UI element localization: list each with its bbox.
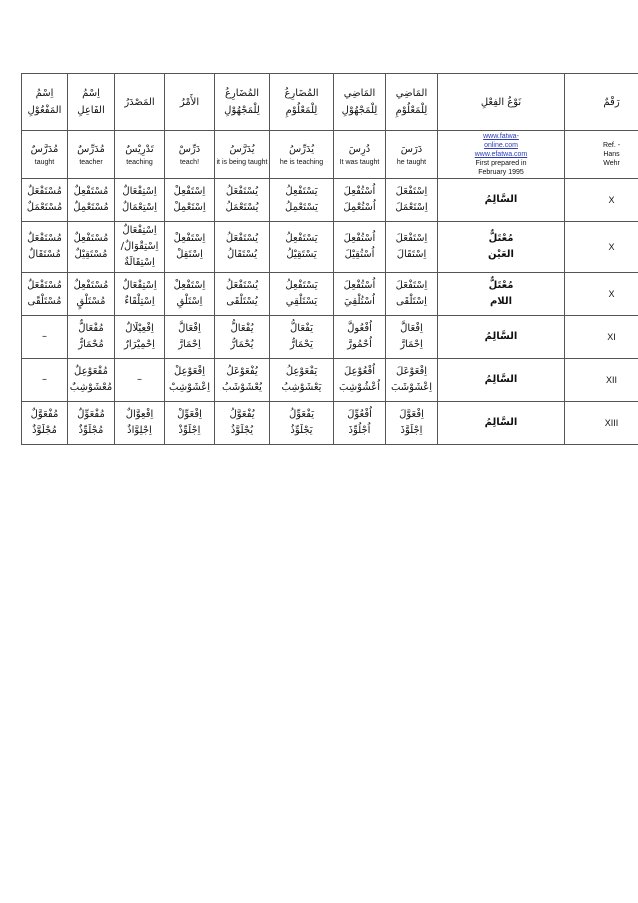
verb-pattern: اُسْتُفْعِلَ <box>343 186 376 197</box>
model-english: taught <box>34 159 55 166</box>
verb-cell <box>334 179 386 222</box>
verb-example: مُجْلَوِّذٌ <box>78 425 104 436</box>
verb-pattern: مُفْعَالٌّ <box>78 323 104 334</box>
source-link: www.efatwa.com <box>474 151 528 158</box>
verb-cell <box>215 222 270 273</box>
model-arabic: يُدَرِّسُ <box>288 144 315 155</box>
verb-pattern: يُسْتَفْعَلُ <box>225 280 259 291</box>
header-line: الأَمْرُ <box>179 96 200 108</box>
model-cell <box>115 131 165 179</box>
verb-type-sub: اللام <box>489 296 513 307</box>
verb-cell <box>386 359 438 402</box>
verb-cell <box>334 402 386 445</box>
verb-example: اُعْشُوْشِبَ <box>338 382 381 393</box>
verb-pattern: اِسْتَفْعِلْ <box>173 186 206 197</box>
verb-pattern: اِسْتَفْعَلَ <box>395 233 428 244</box>
verb-cell <box>68 273 115 316</box>
verb-cell <box>270 359 334 402</box>
verb-cell <box>22 273 68 316</box>
source-link: www.fatwa- <box>483 133 519 140</box>
verb-pattern: مُسْتَفْعَلٌ <box>27 280 62 291</box>
model-arabic: دُرِسَ <box>348 144 371 155</box>
source-link: online.com <box>484 142 518 149</box>
verb-example: يُحْمَارُّ <box>230 339 254 350</box>
header-cell <box>165 74 215 131</box>
verb-cell <box>68 402 115 445</box>
header-line: الفَاعِلِ <box>77 105 105 116</box>
verb-type: السَّالِمُ <box>484 331 518 342</box>
verb-cell <box>215 179 270 222</box>
verb-type-cell <box>438 179 565 222</box>
verb-example: يَسْتَقِيْلُ <box>286 249 317 260</box>
model-english: teacher <box>79 159 103 166</box>
header-cell <box>215 74 270 131</box>
header-cell <box>565 74 638 131</box>
verb-cell <box>68 316 115 359</box>
verb-example: مُسْتَلْقًى <box>27 296 62 307</box>
verb-pattern: اِفْعَالَّ <box>178 323 201 334</box>
verb-type-sub: العَيْن <box>488 249 514 260</box>
verb-example: اِحْمَارَّ <box>400 339 423 350</box>
form-number-cell: X <box>565 222 638 273</box>
verb-pattern: يَفْعَوِّلُ <box>288 409 315 420</box>
header-cell <box>270 74 334 131</box>
header-line: المُضَارِعُ <box>224 88 260 99</box>
header-line: المُضَارِعُ <box>284 88 319 99</box>
verb-cell <box>68 222 115 273</box>
verb-pattern: يَفْعَالُّ <box>290 323 313 334</box>
verb-example: مُسْتَعْمِلٌ <box>73 202 109 213</box>
verb-pattern: اِفْعِيْلَالٌ <box>125 323 154 334</box>
verb-example: يَسْتَلْقِي <box>285 296 318 307</box>
verb-pattern: يُفْعَوْعَلُ <box>226 366 258 377</box>
verb-example: يُعْشَوْشَبُ <box>222 382 262 393</box>
verb-pattern: يَسْتَفْعِلُ <box>285 280 318 291</box>
header-line: المَاضِي <box>343 88 376 99</box>
verb-pattern: اِفْعَالَّ <box>400 323 423 334</box>
model-arabic: مُدَرَّسٌ <box>30 144 59 155</box>
form-number-cell: XII <box>565 359 638 402</box>
source-cell <box>438 131 565 179</box>
table-row <box>22 273 638 316</box>
verb-pattern: مُفْعَوْعِلٌ <box>74 366 108 377</box>
model-arabic: دَرَسَ <box>400 144 423 155</box>
verb-pattern: اُفْعُولَّ <box>347 323 372 334</box>
verb-pattern: مُسْتَفْعِلٌ <box>73 186 109 197</box>
verb-type: مُعْتَلٌّ <box>488 280 514 291</box>
verb-cell <box>115 359 165 402</box>
verb-example: اُسْتُلْقِيَ <box>344 296 375 307</box>
verb-cell <box>270 316 334 359</box>
verb-pattern: اِسْتِفْعَالٌ <box>122 225 157 236</box>
verb-example: يَسْتَعْمِلُ <box>285 202 318 213</box>
verb-cell <box>165 179 215 222</box>
verb-cell <box>270 402 334 445</box>
verb-cell <box>215 359 270 402</box>
model-cell <box>334 131 386 179</box>
verb-cell <box>386 273 438 316</box>
form-number-cell: X <box>565 273 638 316</box>
verb-pattern: يُسْتَفْعَلُ <box>225 233 259 244</box>
verb-pattern: – <box>42 374 47 385</box>
verb-pattern: اِفْعَوْعَلَ <box>395 366 428 377</box>
verb-cell <box>68 359 115 402</box>
verb-example: اُحْمُورَّ <box>347 339 372 350</box>
verb-cell <box>115 179 165 222</box>
verb-cell <box>334 222 386 273</box>
verb-pattern: اُسْتُفْعِلَ <box>343 280 376 291</box>
verb-example: يُسْتَقَالُ <box>226 249 258 260</box>
header-line: اِسْمُ <box>35 88 54 99</box>
verb-example: اِسْتَقِلْ <box>176 249 203 260</box>
verb-cell <box>22 316 68 359</box>
verb-example: اِسْتِلْقَاءٌ <box>124 296 155 307</box>
header-cell <box>68 74 115 131</box>
verb-cell <box>334 359 386 402</box>
verb-pattern: اِسْتَفْعِلْ <box>173 233 206 244</box>
verb-cell <box>270 179 334 222</box>
ref-line: Wehr <box>603 160 620 167</box>
header-line: لِلْمَجْهُوْلِ <box>341 105 378 116</box>
verb-cell <box>215 402 270 445</box>
verb-example: اِحْمِيْرَارٌ <box>124 339 155 350</box>
verb-example: يُجْلَوَّذُ <box>230 425 254 436</box>
verb-cell <box>165 402 215 445</box>
verb-pattern: – <box>137 374 142 385</box>
header-line: لِلْمَجْهُوْلِ <box>224 105 260 116</box>
verb-pattern: يُسْتَفْعَلُ <box>225 186 259 197</box>
verb-cell <box>165 222 215 273</box>
verb-cell <box>270 222 334 273</box>
verb-pattern: مُسْتَفْعَلٌ <box>27 186 62 197</box>
verb-cell <box>386 222 438 273</box>
model-cell <box>386 131 438 179</box>
verb-conjugation-table <box>21 73 638 445</box>
verb-pattern: مُسْتَفْعِلٌ <box>73 233 109 244</box>
verb-example: اِعْشَوْشِبْ <box>168 382 211 393</box>
form-number-cell: X <box>565 179 638 222</box>
verb-example: اُجْلُوِّذَ <box>348 425 371 436</box>
verb-pattern: يَفْعَوْعِلُ <box>285 366 318 377</box>
verb-example: مُسْتَلْقٍ <box>76 296 106 307</box>
verb-pattern: اِسْتِفْعَالٌ <box>122 186 157 197</box>
verb-type: مُعْتَلٌّ <box>488 233 514 244</box>
model-english: it is being taught <box>216 159 268 166</box>
verb-example: اِسْتَعْمِلْ <box>173 202 206 213</box>
verb-example: مُعْشَوْشِبٌ <box>69 382 113 393</box>
verb-pattern: يَسْتَفْعِلُ <box>285 233 318 244</box>
header-line: نَوْعُ الفِعْلِ <box>480 96 522 108</box>
form-number-cell: XI <box>565 316 638 359</box>
model-cell <box>22 131 68 179</box>
verb-pattern: اُسْتُفْعِلَ <box>343 233 376 244</box>
verb-pattern: اُفْعُوِّلَ <box>347 409 372 420</box>
verb-example: اِجْلَوِّذْ <box>178 425 201 436</box>
verb-cell <box>115 316 165 359</box>
model-english: teaching <box>126 159 153 166</box>
table-row <box>22 402 638 445</box>
table-row <box>22 222 638 273</box>
verb-type: السَّالِمُ <box>484 417 518 428</box>
verb-pattern: اِفْعَوَّلَ <box>399 409 424 420</box>
verb-cell <box>386 402 438 445</box>
verb-example: اُسْتُعْمِلَ <box>343 202 376 213</box>
header-line: المَاضِي <box>395 88 428 99</box>
verb-example: اِسْتِقْوَالٌ/اِسْتِقَالَةٌ <box>120 241 159 268</box>
verb-cell <box>165 316 215 359</box>
ref-line: Ref. - <box>602 142 621 149</box>
source-note: February 1995 <box>478 169 524 176</box>
verb-example: اِسْتِعْمَالٌ <box>121 202 158 213</box>
verb-pattern: اِسْتِفْعَالٌ <box>122 280 157 291</box>
verb-pattern: يُفْعَوَّلُ <box>229 409 255 420</box>
verb-cell <box>270 273 334 316</box>
form-number-cell: XIII <box>565 402 638 445</box>
verb-pattern: اِفْعَوِّلْ <box>177 409 202 420</box>
model-cell <box>215 131 270 179</box>
source-note: First prepared in <box>475 160 527 167</box>
verb-example: اِعْشَوْشَبَ <box>390 382 433 393</box>
header-line: لِلْمَعْلُوْمِ <box>285 105 318 116</box>
verb-pattern: اِسْتَفْعِلْ <box>173 280 206 291</box>
header-cell <box>115 74 165 131</box>
verb-cell <box>68 179 115 222</box>
verb-example: اِسْتَلْقَى <box>396 296 427 307</box>
verb-example: اِجْلِوَّاذٌ <box>127 425 152 436</box>
ref-line: Hans <box>603 151 620 158</box>
header-cell <box>438 74 565 131</box>
verb-example: اُسْتُقِيْلَ <box>344 249 375 260</box>
verb-example: مُسْتَقَالٌ <box>28 249 61 260</box>
verb-cell <box>334 273 386 316</box>
verb-example: اِسْتَلْقِ <box>176 296 203 307</box>
verb-pattern: اِسْتَفْعَلَ <box>395 186 428 197</box>
verb-type-cell <box>438 359 565 402</box>
model-arabic: يُدَرَّسُ <box>229 144 255 155</box>
verb-cell <box>22 222 68 273</box>
header-line: المَصْدَرُ <box>124 96 155 108</box>
header-row <box>22 74 638 131</box>
verb-example: اِسْتَقَالَ <box>396 249 427 260</box>
verb-example: يُسْتَعْمَلُ <box>225 202 259 213</box>
verb-cell <box>165 273 215 316</box>
verb-example: يَحْمَارُّ <box>290 339 313 350</box>
verb-cell <box>22 179 68 222</box>
header-line: المَفْعُوْلِ <box>27 105 62 116</box>
verb-pattern: اُفْعُوْعِلَ <box>343 366 376 377</box>
verb-example: يَعْشَوْشِبُ <box>281 382 322 393</box>
verb-cell <box>386 316 438 359</box>
verb-example: اِجْلَوَّذَ <box>400 425 423 436</box>
model-row <box>22 131 638 179</box>
verb-cell <box>22 402 68 445</box>
model-cell <box>165 131 215 179</box>
model-cell <box>68 131 115 179</box>
verb-example: مُجْلَوَّذٌ <box>32 425 57 436</box>
verb-type-cell <box>438 273 565 316</box>
model-arabic: تَدْرِيْسٌ <box>125 144 154 155</box>
header-cell <box>386 74 438 131</box>
verb-pattern: اِسْتَفْعَلَ <box>395 280 428 291</box>
header-line: اِسْمُ <box>82 88 100 99</box>
header-line: رَقْمٌ <box>603 96 620 108</box>
model-english: It was taught <box>339 159 380 166</box>
verb-cell <box>115 402 165 445</box>
verb-type-cell <box>438 222 565 273</box>
verb-cell <box>215 316 270 359</box>
table-row <box>22 316 638 359</box>
verb-pattern: مُفْعَوَّلٌ <box>30 409 59 420</box>
verb-example: اِحْمَارَّ <box>178 339 201 350</box>
header-cell <box>22 74 68 131</box>
verb-cell <box>334 316 386 359</box>
verb-type-cell <box>438 402 565 445</box>
verb-example: يُسْتَلْقَى <box>226 296 258 307</box>
model-english: he taught <box>396 159 427 166</box>
model-english: teach! <box>179 159 200 166</box>
header-cell <box>334 74 386 131</box>
verb-pattern: – <box>42 331 47 342</box>
verb-pattern: اِفْعِوَّالٌ <box>125 409 154 420</box>
model-english: he is teaching <box>279 159 324 166</box>
model-arabic: مُدَرِّسٌ <box>77 144 105 155</box>
verb-example: يَجْلَوِّذُ <box>290 425 313 436</box>
verb-cell <box>215 273 270 316</box>
ref-cell <box>565 131 638 179</box>
verb-pattern: مُفْعَوِّلٌ <box>77 409 105 420</box>
verb-cell <box>22 359 68 402</box>
header-line: لِلْمَعْلُوْمِ <box>395 105 428 116</box>
table-row <box>22 179 638 222</box>
verb-example: اِسْتَعْمَلَ <box>395 202 428 213</box>
verb-cell <box>386 179 438 222</box>
verb-type-cell <box>438 316 565 359</box>
verb-pattern: يُفْعَالُّ <box>230 323 254 334</box>
table-row <box>22 359 638 402</box>
verb-pattern: اِفْعَوْعِلْ <box>173 366 206 377</box>
verb-cell <box>115 273 165 316</box>
model-cell <box>270 131 334 179</box>
verb-cell <box>115 222 165 273</box>
verb-pattern: يَسْتَفْعِلُ <box>285 186 318 197</box>
verb-pattern: مُسْتَفْعَلٌ <box>27 233 62 244</box>
verb-cell <box>165 359 215 402</box>
verb-example: مُسْتَقِيْلٌ <box>74 249 108 260</box>
verb-example: مُسْتَعْمَلٌ <box>26 202 63 213</box>
verb-type: السَّالِمُ <box>484 194 518 205</box>
verb-pattern: مُسْتَفْعِلٌ <box>73 280 109 291</box>
verb-type: السَّالِمُ <box>484 374 518 385</box>
model-arabic: دَرِّسْ <box>178 144 201 155</box>
verb-example: مُحْمَارٌّ <box>78 339 104 350</box>
